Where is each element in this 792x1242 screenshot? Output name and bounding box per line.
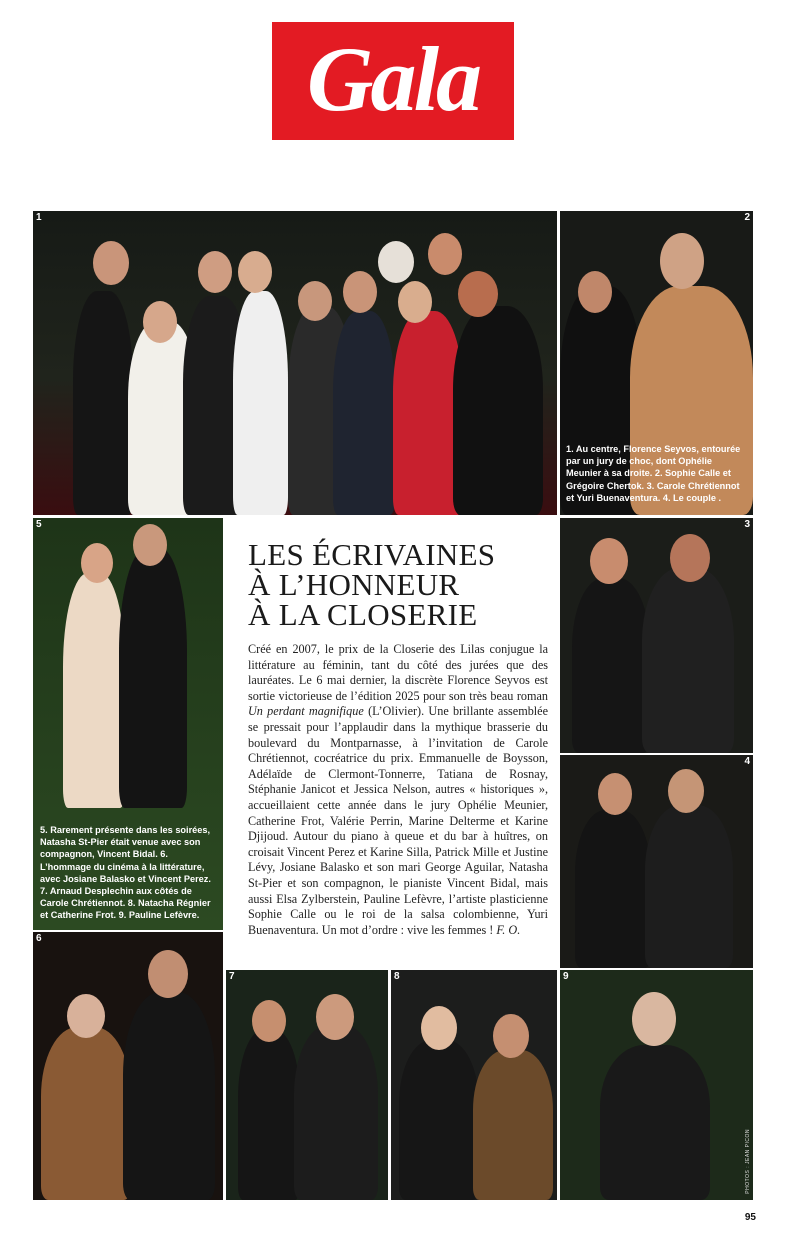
photo-4 xyxy=(560,755,753,968)
article xyxy=(226,518,559,970)
photo-3 xyxy=(560,518,753,753)
photo-number: 4 xyxy=(744,756,750,767)
gala-logo xyxy=(272,22,514,140)
caption-photos-1-4: 1. Au centre, Florence Seyvos, entourée par un jury de choc, dont Ophélie Meunier à sa droite. 2. Sophie Calle et Grégoire Chertok. 3. Carole Chrétiennot et Yuri Buenaventura. 4. Le couple . xyxy=(566,444,741,503)
page-number: 95 xyxy=(744,1212,756,1223)
photo-8 xyxy=(391,970,557,1200)
article-body: Créé en 2007, le prix de la Closerie des Lilas conjugue la littérature au féminin, tant du côté des jurées que des lauréates. Le 6 mai dernier, la discrète Florence Seyvos est sortie victorieuse de l’édition 2025 pour son très beau roman Un perdant magnifique (L’Olivier). Une brillante assemblée se pressait pour l’applaudir dans la mythique brasserie du boulevard du Montparnasse, à l’invitation de Carole Chrétiennot, cocréatrice du prix. Emmanuelle de Boysson, Adélaïde de Clermont-Tonnerre, Tatiana de Rosnay, Stéphanie Janicot et Jessica Nelson, autres « historiques », accueillaient cette année dans le jury Ophélie Meunier, Catherine Frot, Valérie Perrin, Marine Delterme et Karine Djijoud. Autour du piano à queue et du bar à huîtres, on croisait Vincent Perez et Karine Silla, Patrick Mille et Justine Lévy, Josiane Balasko et son mari George Aguilar, Natasha St-Pier et son compagnon, le pianiste Vincent Bidal, mais aussi Elsa Zylberstein, Pauline Lefèvre, l’artiste plasticienne Sophie Calle ou le roi de la salsa colombienne, Yuri Buenaventura. Un mot d’ordre : vive les femmes ! F. O. xyxy=(248,642,548,937)
caption-photos-5-9: 5. Rarement présente dans les soirées, Natasha St-Pier était venue avec son compagnon, Vincent Bidal. 6. L’hommage du cinéma à la littérature, avec Josiane Balasko et Vincent Perez. 7. Arnaud Desplechin aux côtés de Carole Chrétiennot. 8. Natacha Régnier et Catherine Frot. 9. Pauline Lefèvre. xyxy=(40,825,211,921)
article-title: LES ÉCRIVAINES À L’HONNEUR À LA CLOSERIE xyxy=(248,537,496,632)
photo-5 xyxy=(33,518,223,930)
photo-number: 5 xyxy=(36,519,42,530)
signature: F. O. xyxy=(496,922,521,937)
photo-2 xyxy=(560,211,753,515)
photo-number: 1 xyxy=(36,212,42,223)
photo-6 xyxy=(33,932,223,1200)
photo-9 xyxy=(560,970,753,1200)
photo-1 xyxy=(33,211,557,515)
photo-number: 3 xyxy=(744,519,750,530)
photo-credit: PHOTOS : JEAN PICON xyxy=(745,1129,751,1194)
photo-number: 6 xyxy=(36,933,42,944)
photo-number: 9 xyxy=(563,971,569,982)
photo-number: 7 xyxy=(229,971,235,982)
photo-number: 8 xyxy=(394,971,400,982)
photo-7 xyxy=(226,970,388,1200)
book-title: Un perdant magnifique xyxy=(248,704,364,719)
logo-text: Gala xyxy=(307,28,479,130)
photo-number: 2 xyxy=(744,212,750,223)
